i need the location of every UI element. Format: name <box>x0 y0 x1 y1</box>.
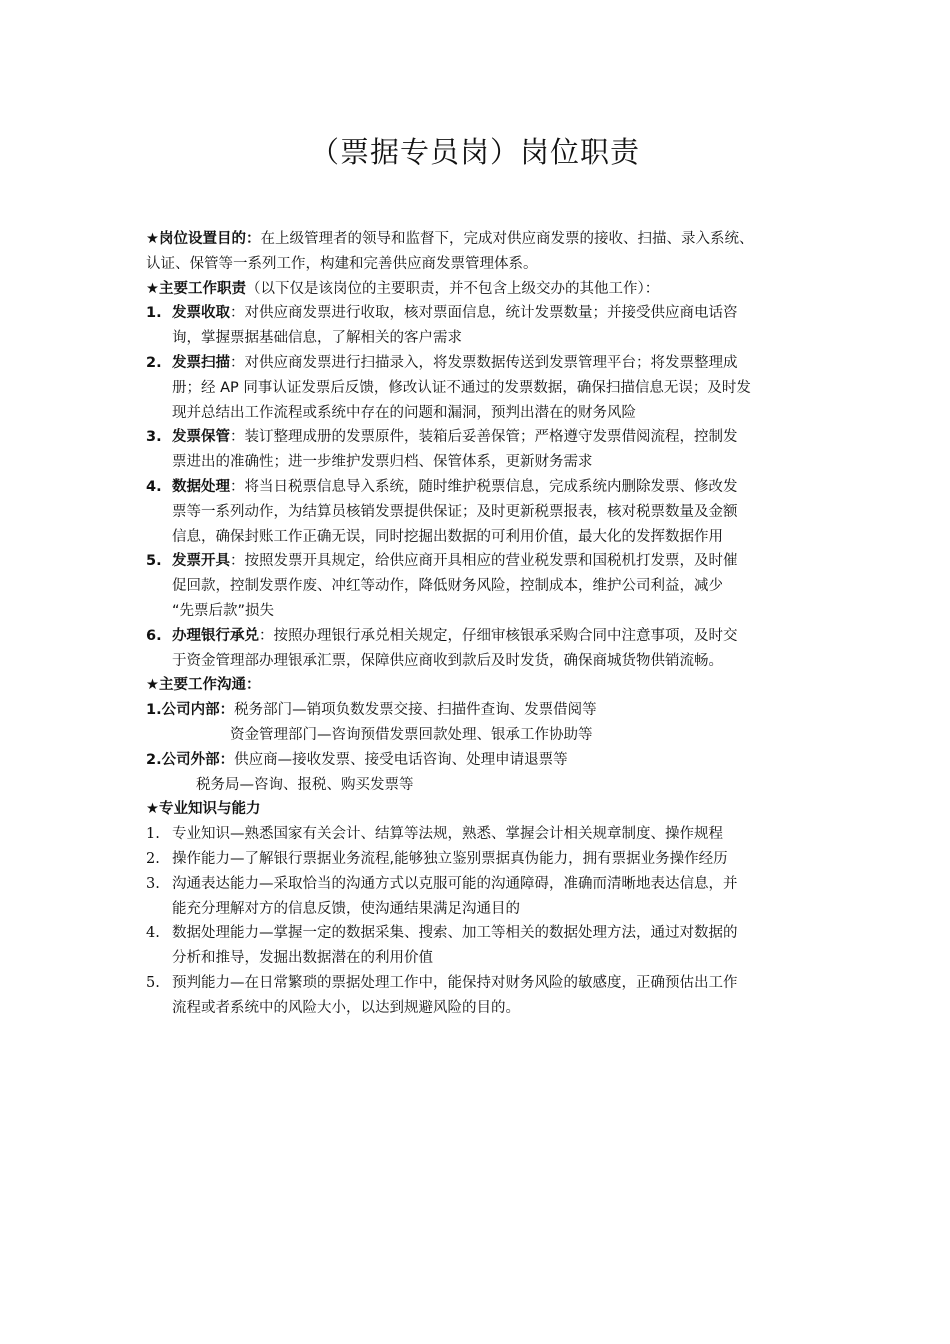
duty-text: 现并总结出工作流程或系统中存在的问题和漏洞，预判出潜在的财务风险 <box>172 404 636 421</box>
duty-text: 促回款，控制发票作废、冲红等动作，降低财务风险，控制成本，维护公司利益，减少 <box>172 578 723 595</box>
skill-number: 1. <box>146 826 160 843</box>
skill-item <box>146 847 814 872</box>
duty-number: 1. <box>146 305 162 322</box>
duty-number: 5. <box>146 553 162 570</box>
duty-number: 3. <box>146 429 162 446</box>
skill-item <box>146 921 814 971</box>
skill-number: 5. <box>146 974 160 991</box>
internal-communication <box>146 698 814 723</box>
duties-heading <box>146 277 814 302</box>
duty-item <box>146 351 814 425</box>
skill-text: 能充分理解对方的信息反馈，使沟通结果满足沟通目的 <box>172 900 520 917</box>
duty-text: 于资金管理部办理银承汇票，保障供应商收到款后及时发货，确保商城货物供销流畅。 <box>172 652 723 669</box>
skill-item <box>146 822 814 847</box>
external-text: 供应商—接收发票、接受电话咨询、处理申请退票等 <box>234 751 568 768</box>
skill-number: 4. <box>146 925 160 942</box>
duty-number: 4. <box>146 478 162 495</box>
skill-text: 专业知识—熟悉国家有关会计、结算等法规，熟悉、掌握会计相关规章制度、操作规程 <box>172 826 723 843</box>
skill-item <box>146 872 814 922</box>
duty-text: 信息，确保封账工作正确无误，同时挖掘出数据的可利用价值，最大化的发挥数据作用 <box>172 528 723 545</box>
skill-text: 沟通表达能力—采取恰当的沟通方式以克服可能的沟通障碍，准确而清晰地表达信息，并 <box>172 875 738 892</box>
duty-item <box>146 475 814 549</box>
purpose-text-line1: 在上级管理者的领导和监督下，完成对供应商发票的接收、扫描、录入系统、 <box>260 231 754 247</box>
duty-number: 6. <box>146 627 162 644</box>
purpose-text-line2: 认证、保管等一系列工作，构建和完善供应商发票管理体系。 <box>146 255 538 272</box>
duty-title: 发票收取 <box>172 305 230 322</box>
duty-item <box>146 425 814 475</box>
duty-text: 询，掌握票据基础信息，了解相关的客户需求 <box>172 330 462 347</box>
duties-list <box>146 301 814 673</box>
purpose-label: ★岗位设置目的： <box>146 231 261 247</box>
duties-note: （以下仅是该岗位的主要职责，并不包含上级交办的其他工作）： <box>246 280 660 297</box>
duty-item <box>146 301 814 351</box>
duty-text: 票进出的准确性；进一步维护发票归档、保管体系，更新财务需求 <box>172 454 593 471</box>
internal-label: 1.公司内部： <box>146 702 235 719</box>
duty-text: ：对供应商发票进行收取，核对票面信息，统计发票数量；并接受供应商电话咨 <box>230 305 738 322</box>
external-communication <box>146 748 814 773</box>
duty-text: “先票后款”损失 <box>172 602 275 619</box>
duty-text: ：将当日税票信息导入系统，随时维护税票信息，完成系统内删除发票、修改发 <box>230 478 738 495</box>
duty-item <box>146 549 814 623</box>
communication-label: ★主要工作沟通： <box>146 677 261 694</box>
skill-text: 操作能力—了解银行票据业务流程,能够独立鉴别票据真伪能力，拥有票据业务操作经历 <box>172 850 728 867</box>
duties-label: ★主要工作职责 <box>146 280 246 297</box>
skill-number: 2. <box>146 850 160 867</box>
skill-text: 流程或者系统中的风险大小，以达到规避风险的目的。 <box>172 999 520 1016</box>
duty-title: 发票开具 <box>172 553 230 570</box>
skills-label: ★专业知识与能力 <box>146 801 261 818</box>
skill-item <box>146 971 814 1021</box>
duty-text: ：按照发票开具规定，给供应商开具相应的营业税发票和国税机打发票，及时催 <box>230 553 738 570</box>
duty-title: 办理银行承兑 <box>172 627 259 644</box>
duty-text: 册；经 AP 同事认证发票后反馈，修改认证不通过的发票数据，确保扫描信息无误；及时发 <box>172 379 751 396</box>
external-text: 税务局—咨询、报税、购买发票等 <box>196 776 414 793</box>
purpose-section <box>146 227 814 277</box>
duty-item <box>146 624 814 674</box>
internal-text: 税务部门—销项负数发票交接、扫描件查询、发票借阅等 <box>234 702 597 719</box>
duty-title: 数据处理 <box>172 478 230 495</box>
external-label: 2.公司外部： <box>146 751 235 768</box>
page-title: （票据专员岗）岗位职责 <box>309 135 640 169</box>
skill-number: 3. <box>146 875 160 892</box>
skill-text: 预判能力—在日常繁琐的票据处理工作中，能保持对财务风险的敏感度，正确预估出工作 <box>172 974 738 991</box>
duty-title: 发票扫描 <box>172 354 230 371</box>
duty-title: 发票保管 <box>172 429 230 446</box>
duty-text: ：对供应商发票进行扫描录入，将发票数据传送到发票管理平台；将发票整理成 <box>230 354 738 371</box>
skill-text: 数据处理能力—掌握一定的数据采集、搜索、加工等相关的数据处理方法，通过对数据的 <box>172 925 738 942</box>
skills-list <box>146 822 814 1020</box>
document-body <box>146 227 814 1021</box>
duty-text: ：按照办理银行承兑相关规定，仔细审核银承采购合同中注意事项，及时交 <box>259 627 738 644</box>
duty-text: 票等一系列动作，为结算员核销发票提供保证；及时更新税票报表，核对税票数量及金额 <box>172 503 738 520</box>
duty-text: ：装订整理成册的发票原件，装箱后妥善保管；严格遵守发票借阅流程，控制发 <box>230 429 738 446</box>
internal-text: 资金管理部门—咨询预借发票回款处理、银承工作协助等 <box>230 726 593 743</box>
skill-text: 分析和推导，发掘出数据潜在的利用价值 <box>172 950 433 967</box>
duty-number: 2. <box>146 354 162 371</box>
